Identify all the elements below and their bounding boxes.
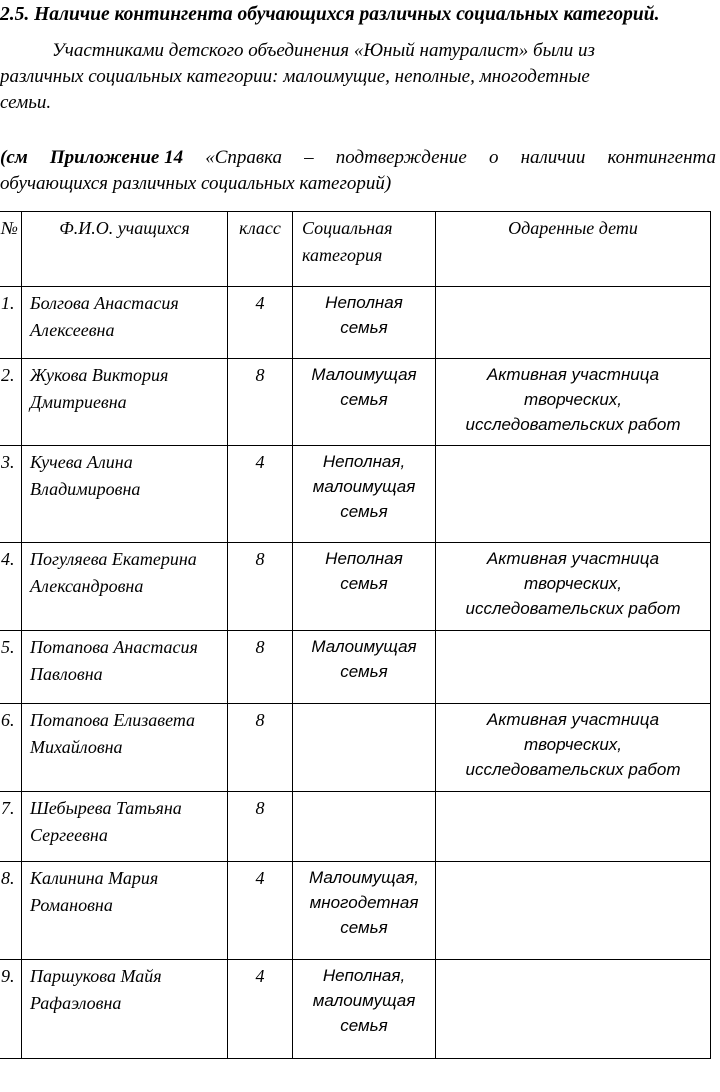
student-name-line: Кучева Алина [30, 452, 133, 472]
table-row [0, 862, 711, 960]
table-row [0, 287, 711, 359]
header-social-line: Социальная [302, 218, 393, 238]
gifted-note-line: Активная участница [486, 710, 660, 729]
intro-line-2: различных социальных категории: малоимущие, неполные, многодетные [0, 66, 590, 87]
gifted-note [436, 792, 711, 862]
reference-open: (см [0, 147, 28, 168]
student-name-line: Романовна [30, 895, 113, 915]
reference-word: «Справка [205, 147, 283, 168]
row-number: 4. [0, 543, 22, 631]
table-row [0, 792, 711, 862]
student-class: 4 [228, 446, 293, 543]
social-category-line: Неполная, [322, 452, 406, 471]
gifted-note [436, 704, 711, 792]
table-row [0, 446, 711, 543]
student-class: 8 [228, 359, 293, 446]
gifted-note-line: творческих, [523, 574, 623, 593]
social-category-line: семья [340, 918, 388, 937]
header-class: класс [228, 212, 293, 287]
row-number: 3. [0, 446, 22, 543]
student-name-line: Потапова Елизавета [30, 710, 196, 730]
student-name-line: Павловна [30, 664, 103, 684]
student-name [22, 359, 228, 446]
intro-paragraph [0, 38, 595, 116]
social-category-line: Малоимущая [311, 637, 417, 656]
social-category-line: Малоимущая, [309, 868, 419, 887]
header-name: Ф.И.О. учащихся [22, 212, 228, 287]
row-number: 5. [0, 631, 22, 704]
social-category [293, 359, 436, 446]
table-row [0, 543, 711, 631]
social-category-line: семья [340, 502, 388, 521]
row-number: 8. [0, 862, 22, 960]
social-category-line: многодетная [309, 893, 419, 912]
social-category [293, 960, 436, 1059]
student-name-line: Паршукова Майя [30, 966, 162, 986]
social-category-line: Малоимущая [311, 365, 417, 384]
student-name-line: Рафаэловна [30, 993, 122, 1013]
reference-word: о [488, 147, 499, 168]
student-name [22, 287, 228, 359]
gifted-note [436, 631, 711, 704]
reference-word: наличии [520, 147, 586, 168]
social-category [293, 446, 436, 543]
appendix-reference [0, 145, 716, 197]
student-name [22, 960, 228, 1059]
row-number: 7. [0, 792, 22, 862]
student-name-line: Михайловна [30, 737, 123, 757]
student-name-line: Погуляева Екатерина [30, 549, 197, 569]
gifted-note [436, 862, 711, 960]
social-category [293, 287, 436, 359]
row-number: 2. [0, 359, 22, 446]
student-name-line: Александровна [30, 576, 144, 596]
gifted-note-line: исследовательских работ [465, 760, 681, 779]
gifted-note [436, 287, 711, 359]
table-header-row [0, 212, 711, 287]
table-row [0, 359, 711, 446]
header-gifted: Одаренные дети [436, 212, 711, 287]
social-category-line: малоимущая [312, 477, 416, 496]
reference-appendix: Приложение 14 [49, 147, 184, 168]
student-class: 8 [228, 792, 293, 862]
section-heading: 2.5. Наличие контингента обучающихся различных социальных категорий. [0, 4, 660, 25]
student-name [22, 631, 228, 704]
intro-line-3: семьи. [0, 92, 52, 113]
gifted-note-line: творческих, [523, 735, 623, 754]
student-class: 8 [228, 631, 293, 704]
social-category-line: Неполная [325, 549, 403, 568]
student-name [22, 704, 228, 792]
student-class: 4 [228, 862, 293, 960]
header-num: № [0, 212, 22, 287]
social-category [293, 631, 436, 704]
social-category-line: семья [340, 318, 388, 337]
reference-line-2: обучающихся различных социальных категорий) [0, 173, 392, 194]
gifted-note [436, 359, 711, 446]
social-category-line: семья [340, 390, 388, 409]
student-name [22, 792, 228, 862]
students-table [0, 211, 711, 1059]
gifted-note [436, 543, 711, 631]
student-name-line: Алексеевна [30, 320, 115, 340]
row-number: 6. [0, 704, 22, 792]
student-name-line: Шебырева Татьяна [30, 798, 182, 818]
student-name-line: Жукова Виктория [30, 365, 169, 385]
reference-line-1 [0, 145, 716, 171]
reference-word: контингента [607, 147, 716, 168]
row-number: 1. [0, 287, 22, 359]
table-row [0, 960, 711, 1059]
student-name [22, 543, 228, 631]
student-class: 8 [228, 704, 293, 792]
social-category-line: семья [340, 1016, 388, 1035]
gifted-note-line: исследовательских работ [465, 415, 681, 434]
table-row [0, 631, 711, 704]
gifted-note-line: исследовательских работ [465, 599, 681, 618]
student-class: 4 [228, 287, 293, 359]
social-category [293, 543, 436, 631]
student-name-line: Потапова Анастасия [30, 637, 198, 657]
social-category-line: малоимущая [312, 991, 416, 1010]
table-body [0, 287, 711, 1059]
student-class: 4 [228, 960, 293, 1059]
reference-word: подтверждение [335, 147, 467, 168]
social-category-line: Неполная [325, 293, 403, 312]
student-name-line: Владимировна [30, 479, 141, 499]
social-category [293, 792, 436, 862]
social-category [293, 862, 436, 960]
intro-line-1: Участниками детского объединения «Юный натуралист» были из [52, 40, 595, 61]
gifted-note-line: творческих, [523, 390, 623, 409]
gifted-note [436, 960, 711, 1059]
gifted-note [436, 446, 711, 543]
header-social-line: категория [302, 245, 383, 265]
student-name-line: Калинина Мария [30, 868, 159, 888]
social-category-line: семья [340, 574, 388, 593]
student-name [22, 446, 228, 543]
header-social-category [293, 212, 436, 287]
student-class: 8 [228, 543, 293, 631]
table-row [0, 704, 711, 792]
social-category-line: Неполная, [322, 966, 406, 985]
gifted-note-line: Активная участница [486, 365, 660, 384]
student-name-line: Сергеевна [30, 825, 108, 845]
social-category [293, 704, 436, 792]
row-number: 9. [0, 960, 22, 1059]
student-name [22, 862, 228, 960]
student-name-line: Дмитриевна [30, 392, 127, 412]
gifted-note-line: Активная участница [486, 549, 660, 568]
reference-word: – [304, 147, 314, 168]
social-category-line: семья [340, 662, 388, 681]
student-name-line: Болгова Анастасия [30, 293, 179, 313]
